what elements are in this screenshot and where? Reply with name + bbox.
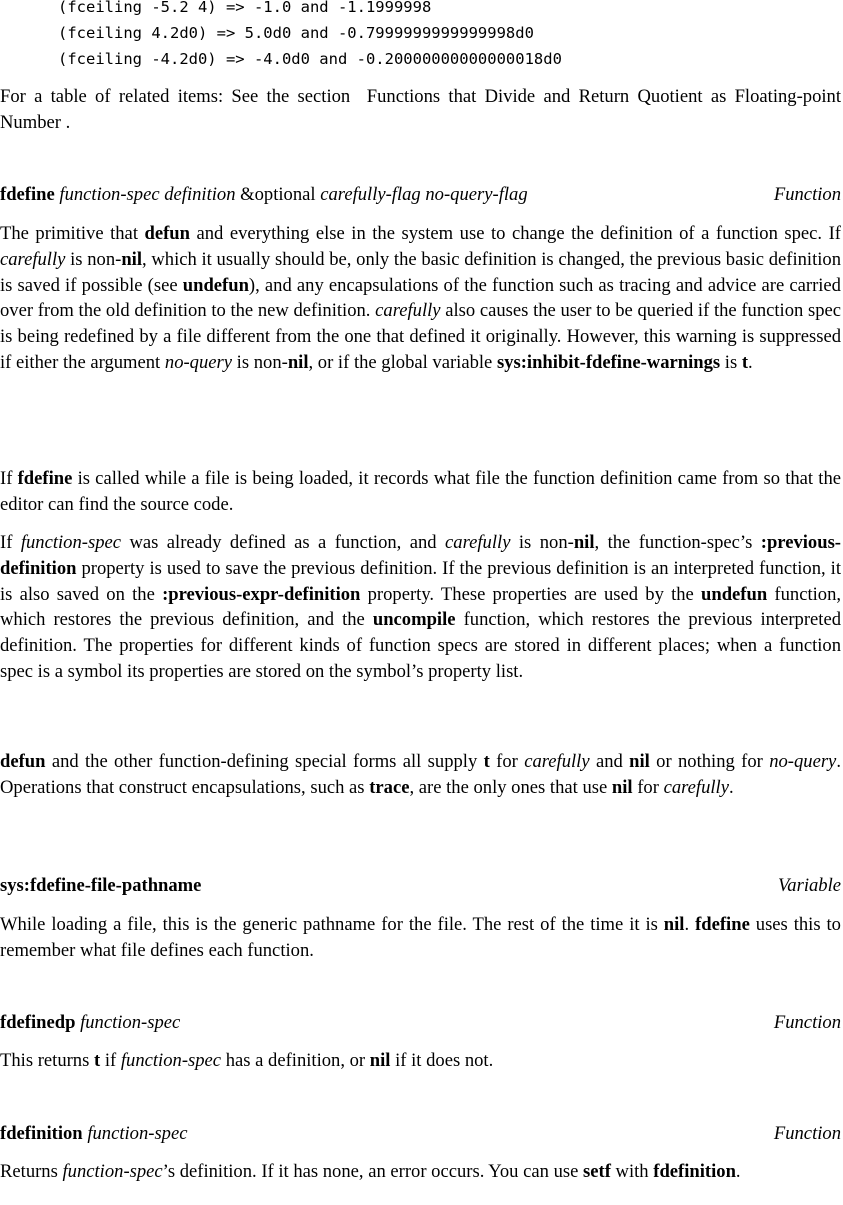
function-args: function-spec xyxy=(80,1012,181,1033)
fdefine-description-3: If function-spec was already defined as a function, and carefully is non-nil, the function-spec’s :previous-definition property is used to save the previous definition. If the previous definition is an interpreted function, it is also saved on the :previous-expr-definition property. These properties are used by the undefun function, which restores the previous definition, and the uncompile function, which restores the previous interpreted definition. The properties for different kinds of function specs are stored in different places; when a function spec is a symbol its properties are stored on the symbol’s property list. xyxy=(0,532,842,682)
pathname-variable-description: While loading a file, this is the generic pathname for the file. The rest of the time it is nil. fdefine uses this to remember what file defines each function. xyxy=(0,914,841,961)
function-optional-args: carefully-flag no-query-flag xyxy=(320,184,528,205)
pathname-variable-header xyxy=(0,873,841,899)
code-line: (fceiling -4.2d0) => -4.0d0 and -0.20000000000000018d0 xyxy=(58,50,562,68)
fdefinedp-header xyxy=(0,1010,841,1036)
fdefinition-description: Returns function-spec’s definition. If it has none, an error occurs. You can use setf with fdefinition. xyxy=(0,1161,741,1182)
entry-kind: Function xyxy=(773,1123,841,1144)
related-items-note: For a table of related items: See the section Functions that Divide and Return Quotient as Floating-point Number . xyxy=(0,86,841,133)
code-line: (fceiling -5.2 4) => -1.0 and -1.1999998 xyxy=(58,0,432,16)
code-example xyxy=(58,0,562,72)
entry-kind: Variable xyxy=(777,875,841,896)
function-name: fdefinition xyxy=(0,1123,83,1144)
function-args: function-spec definition xyxy=(59,184,236,205)
optional-keyword: &optional xyxy=(240,184,316,205)
function-name: fdefine xyxy=(0,184,55,205)
code-line: (fceiling 4.2d0) => 5.0d0 and -0.7999999999999998d0 xyxy=(58,24,534,42)
fdefinition-header xyxy=(0,1121,841,1147)
fdefinedp-description: This returns t if function-spec has a definition, or nil if it does not. xyxy=(0,1050,494,1071)
fdefine-description-2: If fdefine is called while a file is being loaded, it records what file the function definition came from so that the editor can find the source code. xyxy=(0,468,842,515)
function-args: function-spec xyxy=(87,1123,188,1144)
fdefine-description-4: defun and the other function-defining special forms all supply t for carefully and nil or nothing for no-query. Operations that construct encapsulations, such as trace, are the only ones that use nil for carefully. xyxy=(0,751,841,798)
fdefine-description-1: The primitive that defun and everything else in the system use to change the definition of a function spec. If carefully is non-nil, which it usually should be, only the basic definition is changed, the previous basic definition is saved if possible (see undefun), and any encapsulations of the function such as tracing and advice are carried over from the old definition to the new definition. carefully also causes the user to be queried if the function spec is being redefined by a file different from the one that defined it originally. However, this warning is suppressed if either the argument no-query is non-nil, or if the global variable sys:inhibit-fdefine-warnings is t. xyxy=(0,223,842,373)
fdefine-header xyxy=(0,182,841,208)
function-name: fdefinedp xyxy=(0,1012,76,1033)
entry-kind: Function xyxy=(773,1012,841,1033)
entry-kind: Function xyxy=(773,184,841,205)
related-section-link[interactable]: Functions that Divide and Return Quotient as Floating-point Number xyxy=(0,86,841,133)
variable-name: sys:fdefine-file-pathname xyxy=(0,875,202,896)
